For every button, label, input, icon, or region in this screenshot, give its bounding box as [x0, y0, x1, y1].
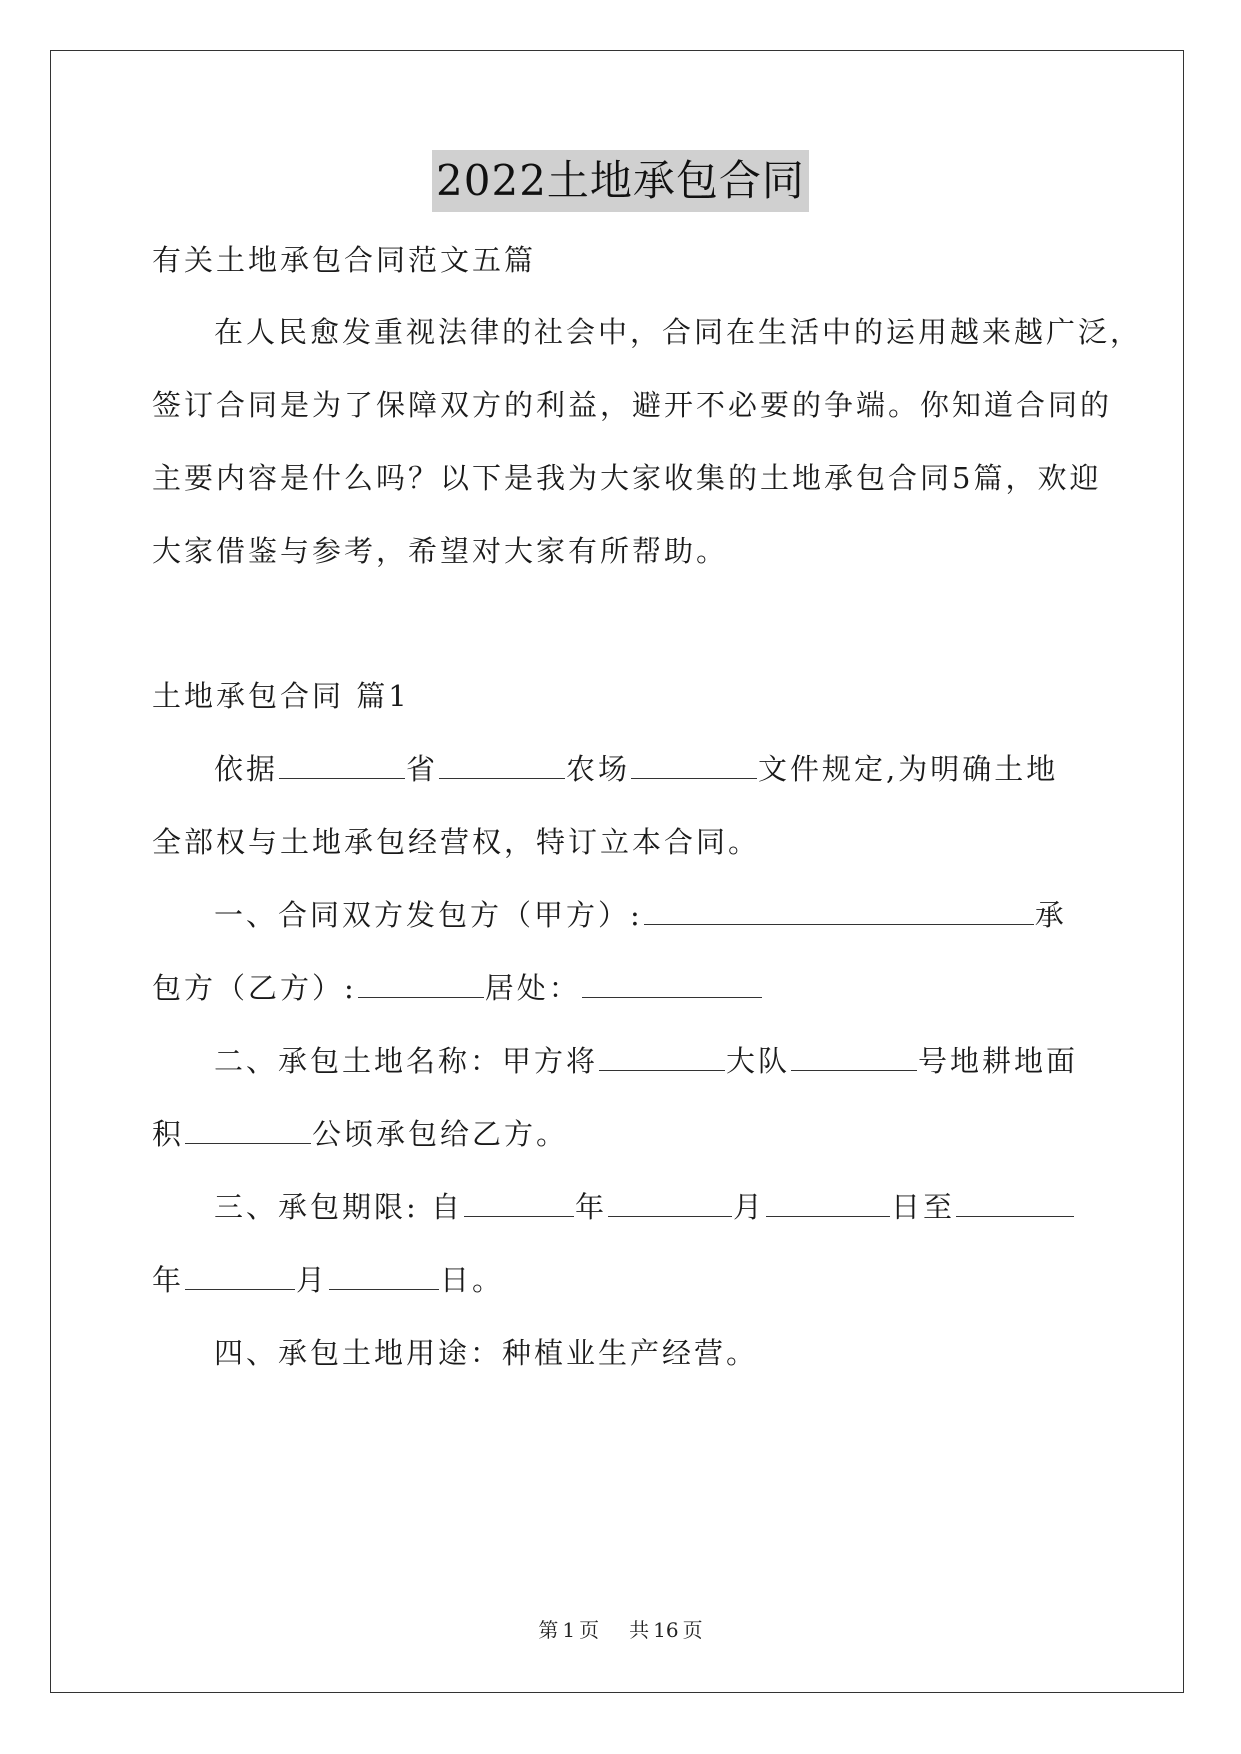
fill-blank-party-a — [644, 898, 1034, 925]
page-footer — [0, 1617, 1241, 1643]
fill-blank-address — [582, 971, 762, 998]
clause3-text-5: 年 — [152, 1263, 185, 1297]
intro-line-4: 大家借鉴与参考，希望对大家有所帮助。 — [152, 534, 729, 568]
footer-total-suffix: 页 — [682, 1618, 703, 1642]
fill-blank-province — [279, 752, 405, 779]
clause2-text-1: 二、承包土地名称：甲方将 — [214, 1044, 599, 1078]
intro-line-2: 签订合同是为了保障双方的利益，避开不必要的争端。你知道合同的 — [152, 388, 1113, 422]
fill-blank-end-day — [329, 1263, 439, 1290]
intro-line-1: 在人民愈发重视法律的社会中，合同在生活中的运用越来越广泛， — [214, 315, 1143, 349]
clause3-text-2: 年 — [575, 1190, 608, 1224]
document-title: 2022土地承包合同 — [432, 150, 809, 212]
footer-page-suffix: 页 — [579, 1618, 600, 1642]
fill-blank-start-year — [464, 1190, 574, 1217]
clause1-line-1 — [214, 895, 1067, 935]
fill-blank-plot-number — [791, 1044, 917, 1071]
fill-blank-end-year-part — [956, 1190, 1074, 1217]
fill-blank-area — [185, 1117, 311, 1144]
clause3-line-2 — [152, 1260, 504, 1300]
clause2-text-5: 公顷承包给乙方。 — [312, 1117, 569, 1151]
clause2-line-2 — [152, 1114, 568, 1154]
clause1-text-3: 包方（乙方）: — [152, 971, 357, 1005]
basis-text-3: 农场 — [566, 752, 631, 786]
basis-text-1: 依据 — [214, 752, 279, 786]
fill-blank-start-month — [608, 1190, 732, 1217]
clause3-text-3: 月 — [733, 1190, 766, 1224]
clause1-line-2 — [152, 968, 763, 1008]
clause1-text-2: 承 — [1034, 898, 1067, 932]
clause2-text-4: 积 — [152, 1117, 185, 1151]
basis-text-4: 文件规定,为明确土地 — [758, 752, 1059, 786]
clause3-text-1: 三、承包期限: 自 — [214, 1190, 463, 1224]
footer-total-pages: 16 — [653, 1618, 679, 1642]
clause1-text-4: 居处： — [484, 971, 581, 1005]
clause3-line-1 — [214, 1187, 1075, 1227]
fill-blank-document — [631, 752, 757, 779]
clause1-text-1: 一、合同双方发包方（甲方）: — [214, 898, 643, 932]
section-heading: 土地承包合同 篇1 — [152, 679, 410, 713]
fill-blank-party-b — [358, 971, 484, 998]
fill-blank-brigade — [599, 1044, 725, 1071]
clause2-text-2: 大队 — [726, 1044, 791, 1078]
footer-page-prefix: 第 — [538, 1618, 559, 1642]
clause2-line-1 — [214, 1041, 1078, 1081]
fill-blank-end-month — [185, 1263, 295, 1290]
intro-line-3: 主要内容是什么吗？以下是我为大家收集的土地承包合同5篇，欢迎 — [152, 461, 1102, 495]
fill-blank-farm — [439, 752, 565, 779]
basis-text-2: 省 — [406, 752, 439, 786]
clause3-text-7: 日。 — [440, 1263, 505, 1297]
page-border — [50, 50, 1184, 1693]
clause2-text-3: 号地耕地面 — [918, 1044, 1079, 1078]
clause3-text-4: 日至 — [891, 1190, 956, 1224]
clause3-text-6: 月 — [296, 1263, 329, 1297]
basis-line-1 — [214, 749, 1058, 789]
subtitle: 有关土地承包合同范文五篇 — [152, 243, 537, 277]
clause4-line: 四、承包土地用途：种植业生产经营。 — [214, 1336, 759, 1370]
fill-blank-start-day — [766, 1190, 890, 1217]
title-container — [0, 150, 1241, 212]
basis-line-2: 全部权与土地承包经营权，特订立本合同。 — [152, 825, 761, 859]
footer-total-prefix: 共 — [629, 1618, 650, 1642]
footer-page-number: 1 — [562, 1618, 576, 1642]
